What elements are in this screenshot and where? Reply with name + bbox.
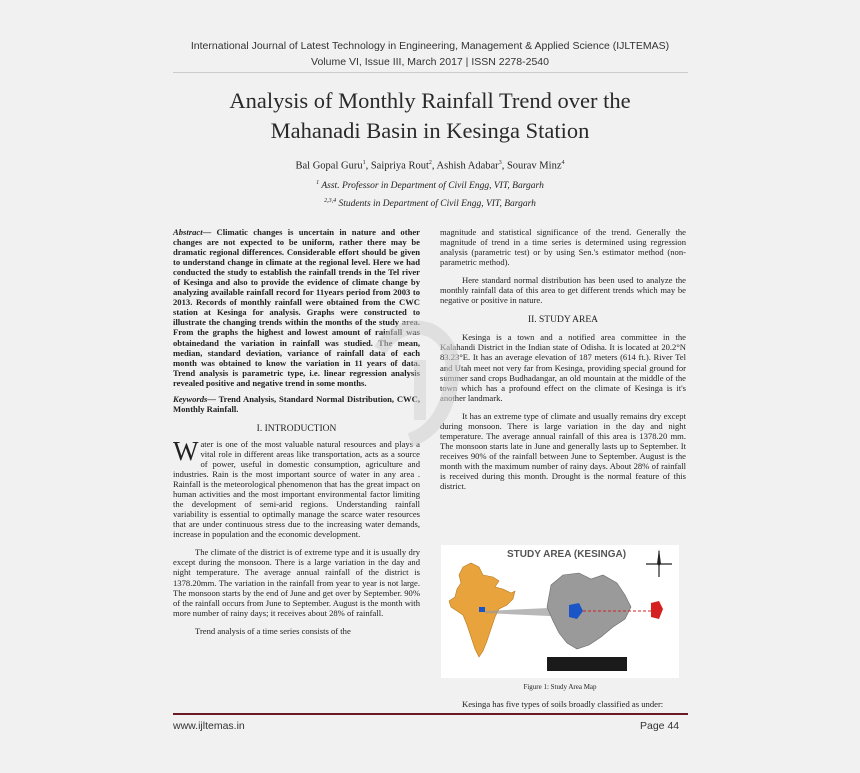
figure-title: STUDY AREA (KESINGA) [507,549,627,560]
map-scale-bar [547,657,627,671]
abstract-label: Abstract— [173,227,212,237]
affiliation-1-sup: 1 [316,180,320,186]
affiliation-1-text: Asst. Professor in Department of Civil Engg, VIT, Bargarh [319,181,544,192]
abstract [173,227,420,388]
issue-header: Volume VI, Issue III, March 2017 | ISSN 2278-2540 [311,56,549,68]
affiliation-2-text: Students in Department of Civil Engg, VIT, Bargarh [336,199,536,210]
intro-paragraph-1 [173,435,420,540]
study-area-figure [441,545,679,678]
kesinga-detail-map [651,601,663,619]
right-paragraph-1: magnitude and statistical significance of the trend. Generally the magnitude of trend in a time series is determined using regression analysis (parametric test) or by using Sen.'s estimator method (non- parametric method). [440,227,686,268]
author-4: , Sourav Minz [501,160,562,172]
soil-paragraph [440,699,686,709]
affiliation-1 [0,180,860,191]
keywords-text: Trend Analysis, Standard Normal Distribution, CWC, Monthly Rainfall. [173,393,420,414]
footer-divider [173,713,688,715]
author-3: , Ashish Adabar [431,160,499,172]
affiliation-2-sup: 2,3,4 [324,198,337,204]
intro-paragraph-2: The climate of the district is of extreme type and it is usually dry except during the monsoon. There is a large variation in the day and night temperature. The average annual rainfall of the district is 1378.20mm. The variation in the rainfall from year to year is not large. The monsoon starts by the end of June and get over by September. 90% of the rainfall occurs from June to September. August is the month with more number of rainy days; it receives about 28% of rainfall. [173,547,420,618]
section-heading-study-area: II. STUDY AREA [527,315,599,326]
left-column [173,227,420,636]
study-area-paragraph-1: Kesinga is a town and a notified area committee in the Kalahandi District in the Indian state of Odisha. It is located at 20.2°N 83.23°E. It has an average elevation of 187 meters (614 ft.). River Tel and Utah meet not very far from Kesinga, providing special ground for summer sand crops Budhadangar, an old mountain at the middle of the town which has a profound effect on the climate of Kesinga is it's another landmark. [440,332,686,403]
footer-page-number: Page 44 [640,720,680,732]
study-area-map [441,545,679,678]
journal-header: International Journal of Latest Technology in Engineering, Management & Applied Science (IJLTEMAS) [190,40,670,52]
intro-paragraph-3: Trend analysis of a time series consists of the [195,625,351,636]
right-column [440,227,686,491]
drop-cap: W [173,435,199,466]
figure-caption: Figure 1: Study Area Map [523,683,597,691]
title-line-1: Analysis of Monthly Rainfall Trend over the [229,88,631,113]
soil-paragraph-text: Kesinga has five types of soils broadly classified as under: [462,699,664,709]
intro-paragraph-1-text: ater is one of the most valuable natural resources and plays a vital role in different areas like transportation, acts as a source of power, useful in domestic consumption, agriculture and industries. Rain is the most important source of water in any area . Rainfall is the meteorological phenomenon that has the great impact on human activities and the most important environmental factor limiting the development of semi-arid regions. Understanding rainfall variability is essential to optimally manage the scarce water resources that are under continuous stress due to the increasing water demands, increase in population and the economic development. [173,438,420,540]
abstract-text: Climatic changes is uncertain in nature and other changes are not expected to be uniform, rather there may be dramatic regional differences. Considerable effort should be given to understand change in climate at the regional level. Here we had conducted the study to establish the rainfall trends in the Tel river of Kesinga and also to provide the evidence of climate change by analyzing available rainfall record for 11years period from 2003 to 2013. Records of monthly rainfall were obtained from the CWC station at Kesinga for analysis. Graphs were constructed to illustrate the changing trends within the months of the study area. From the graphs the highest and lowest amount of rainfall was obtainedand the variation in rainfall was studied. The mean, median, standard deviation, variance of rainfall data of each month was obtained to know the variation in 11 years of data. Trend analysis is parametric type, i.e. linear regression analysis revealed positive and negative trend in some months. [173,227,420,388]
section-heading-introduction: I. INTRODUCTION [256,423,337,434]
author-1: Bal Gopal Guru [295,160,363,172]
right-paragraph-2: Here standard normal distribution has been used to analyze the monthly rainfall data of this area to get different trends which may be negative or positive in nature. [440,275,686,306]
india-odisha-marker [479,607,485,612]
keywords [173,394,420,414]
study-area-paragraph-2: It has an extreme type of climate and usually remains dry except during monsoon. There is large variation in the day and night temperature. The average annual rainfall of this area is 1378.20 mm. The monsoon starts late in June and generally lasts up to September. It receives 90% of the rainfall between June to September. August is the month with the maximum number of rainy days. About 28% of rainfall is received during this month. Drought is the normal feature of this district. [440,410,686,492]
author-2-sup: 2 [428,160,432,166]
author-2: , Saipriya Rout [365,160,429,172]
author-list [0,160,860,172]
author-3-sup: 3 [498,160,502,166]
affiliation-2 [0,198,860,209]
author-1-sup: 1 [362,160,366,166]
paper-title [160,86,700,146]
author-4-sup: 4 [561,160,565,166]
title-line-2: Mahanadi Basin in Kesinga Station [270,118,590,143]
compass-icon [646,549,672,577]
header-divider [173,72,688,73]
keywords-label: Keywords— [173,393,216,404]
footer-url[interactable]: www.ijltemas.in [173,720,245,732]
